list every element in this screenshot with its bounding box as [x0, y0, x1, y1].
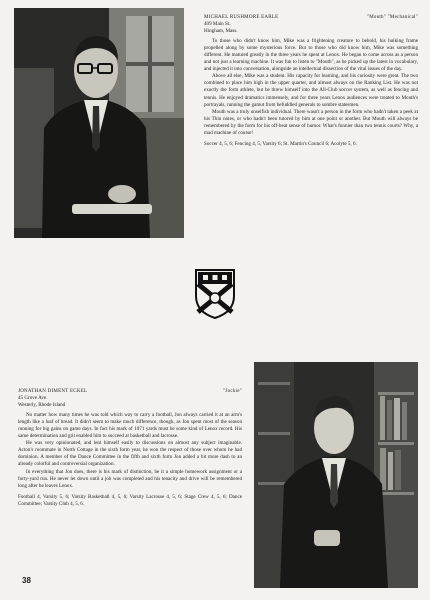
student-nicknames: "Jockie"	[223, 389, 242, 394]
photo-earle-illustration	[14, 8, 184, 238]
student-photo-eckel	[254, 362, 418, 588]
bio-paragraph: To those who didn't know him, Mike was a frightening creature to behold, his hulking frame propelled along by some mysterious force. But to those who did know him, Mike was something different. He matured greatly in the three years he spent at Lenox. He began to come across as a person and not just a learning machine. It was fun to listen to "Mouth", as he picked up the latest in vocabulary, and injected it into conversation, alongside an intellectual dissection of the vital issues of the day.	[204, 38, 418, 73]
bio-earle	[204, 14, 418, 153]
school-crest-icon	[194, 268, 236, 320]
bio-header	[204, 14, 418, 21]
student-name: MICHAEL RUSHMORE EARLE	[204, 15, 279, 20]
bio-paragraph: He was very opinionated, and lent himself easily to discussions on almost any subject imaginable. Acton's roommate in North Cottage in the sixth form year, he won the respect of those over whom he had dominion. A member of the Dance Committee in the fifth and sixth form Jon added a bit more dash to an already colorful and controversial organization.	[18, 440, 242, 468]
student-nicknames: "Mouth" "Mechanical"	[366, 15, 418, 20]
bio-header	[18, 388, 242, 395]
bio-paragraph: In everything that Jon does, there is his mark of distinction, be it a simple homework assignment or a forty-yard run. He never let down until a job was completed and his tenacity and drive will be remembered long after he leaves Lenox.	[18, 468, 242, 489]
address-line: Westerly, Rhode Island	[18, 402, 66, 409]
address-line: Hingham, Mass.	[204, 28, 238, 35]
bio-eckel	[18, 388, 242, 513]
bio-paragraph: Mouth was a truly unselfish individual. There wasn't a person in the form who hadn't taken a peek at his Thin notes, or who hadn't been tutored by him at one point or another. But Mouth will always be remembered by the form for his off-beat sense of humor. What's funnier than two tennis courts? Why, a mad machine of course!	[204, 108, 418, 136]
student-name: JONATHAN DIMENT ECKEL	[18, 389, 88, 394]
address-line: 45 Grove Ave.	[18, 395, 48, 402]
address-line: 409 Main St.	[204, 21, 231, 28]
photo-eckel-illustration	[254, 362, 418, 588]
activities-list: Football 4, Varsity 5, 6; Varsity Basketball 4, 5, 6; Varsity Lacrosse 4, 5, 6; Stage Crew 4, 5, 6; Dance Committee; Varsity Club 4, 5, 6.	[18, 493, 242, 507]
bio-paragraph: Above all else, Mike was a student. His capacity for learning, and his curiosity were great. The two combined to place him high in the upper quarter, and almost always on the Ranking List. He was not exactly the form athlete, but he threw himself into the All-Club soccer system, as well as fencing and tennis. He enjoyed dramatics immensely, and for three years Lenox audiences were treated to Mouth's portrayals, running the gamut from befuddled generals to sombre statesmen.	[204, 73, 418, 108]
page-number: 38	[22, 576, 31, 585]
student-photo-earle	[14, 8, 184, 238]
activities-list: Soccer 4, 5, 6; Fencing 4, 5, Varsity 6; St. Martin's Council 6; Acolyte 5, 6.	[204, 140, 357, 147]
bio-paragraph: No matter how many times he was told which way to carry a football, Jon always carried it at an arm's length like a loaf of bread. It didn't seem to make much difference, though, as Jon spent most of the season running for big gains on game days. In fact his mark of 1071 yards must be some kind of Lenox record. His same determination and grit enabled him to succeed at basketball and lacrosse.	[18, 412, 242, 440]
